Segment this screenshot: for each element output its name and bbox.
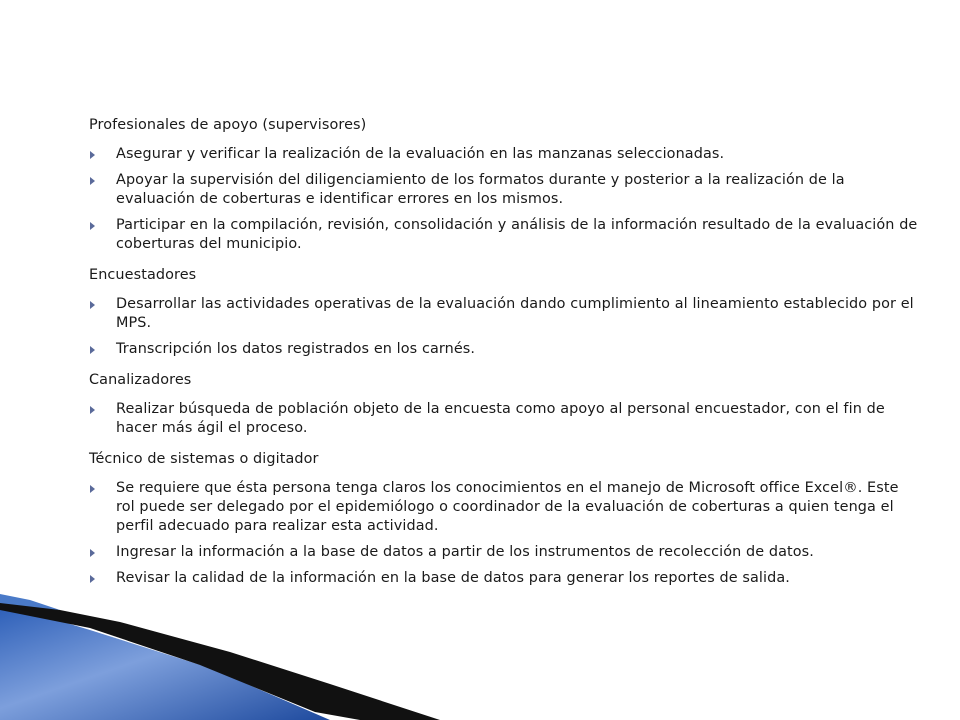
bullet-text: Asegurar y verificar la realización de la evaluación en las manzanas seleccionadas. — [116, 146, 725, 162]
section-canalizadores — [89, 371, 919, 438]
section-heading: Encuestadores — [89, 267, 197, 283]
arrow-right-icon — [90, 406, 95, 414]
section-encuestadores — [89, 266, 919, 359]
content-area — [89, 116, 919, 600]
arrow-right-icon — [90, 222, 95, 230]
arrow-right-icon — [90, 177, 95, 185]
section-tecnico — [89, 450, 919, 588]
arrow-right-icon — [90, 151, 95, 159]
bullet-text: Participar en la compilación, revisión, consolidación y análisis de la información resultado de la evaluación de coberturas del municipio. — [116, 217, 918, 252]
section-supervisores — [89, 116, 919, 254]
arrow-right-icon — [90, 346, 95, 354]
bullet-text: Realizar búsqueda de población objeto de la encuesta como apoyo al personal encuestador, con el fin de hacer más ágil el proceso. — [116, 401, 885, 436]
arrow-right-icon — [90, 485, 95, 493]
bullet-text: Apoyar la supervisión del diligenciamiento de los formatos durante y posterior a la realización de la evaluación de coberturas e identificar errores en los mismos. — [116, 172, 845, 207]
section-heading: Técnico de sistemas o digitador — [89, 451, 319, 467]
section-heading: Profesionales de apoyo (supervisores) — [89, 117, 367, 133]
bullet-item — [89, 543, 919, 562]
arrow-right-icon — [90, 301, 95, 309]
bullet-item — [89, 340, 919, 359]
bullet-text: Se requiere que ésta persona tenga claros los conocimientos en el manejo de Microsoft office Excel®. Este rol puede ser delegado por el epidemiólogo o coordinador de la evaluación de coberturas a quien tenga el perfil adecuado para realizar esta actividad. — [116, 480, 899, 534]
bullet-item — [89, 145, 919, 164]
bullet-text: Transcripción los datos registrados en los carnés. — [116, 341, 476, 357]
bullet-item — [89, 479, 919, 536]
bullet-text: Desarrollar las actividades operativas de la evaluación dando cumplimiento al lineamiento establecido por el MPS. — [116, 296, 914, 331]
bullet-item — [89, 569, 919, 588]
bullet-item — [89, 216, 919, 254]
bullet-item — [89, 171, 919, 209]
arrow-right-icon — [90, 549, 95, 557]
bullet-text: Revisar la calidad de la información en la base de datos para generar los reportes de salida. — [116, 570, 790, 586]
bullet-item — [89, 400, 919, 438]
section-heading: Canalizadores — [89, 372, 192, 388]
arrow-right-icon — [90, 575, 95, 583]
bullet-item — [89, 295, 919, 333]
decor-blue-shape — [0, 606, 330, 720]
bullet-text: Ingresar la información a la base de datos a partir de los instrumentos de recolección de datos. — [116, 544, 814, 560]
